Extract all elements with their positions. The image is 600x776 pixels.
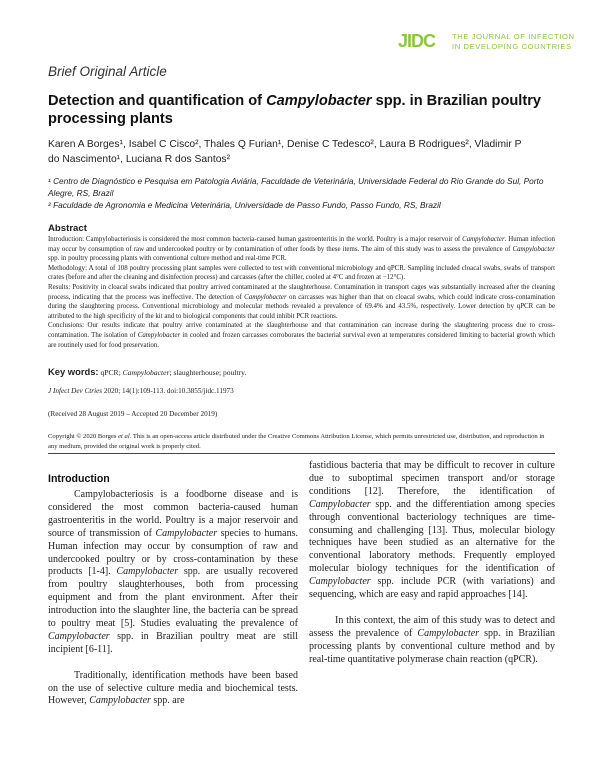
- body-column-right: [309, 460, 555, 679]
- authors-line2: do Nascimento¹, Luciana R dos Santos²: [48, 154, 231, 165]
- intro-paragraph-3: In this context, the aim of this study was to detect and assess the prevalence of Campylobacter spp. in Brazilian processing plants by conventional culture method and by real-time quantitative polymerase chain reaction (qPCR).: [309, 614, 555, 665]
- journal-name-line1: THE JOURNAL OF INFECTION: [452, 32, 575, 41]
- keywords: Key words: qPCR; Campylobacter; slaughterhouse; poultry.: [48, 366, 247, 377]
- citation: J Infect Dev Ctries 2020; 14(1):109-113. doi:10.3855/jidc.11973: [48, 387, 234, 395]
- affiliations: [48, 175, 558, 211]
- article-title: Detection and quantification of Campylobacter spp. in Brazilian poultry processing plants: [48, 93, 542, 127]
- copyright-notice: Copyright © 2020 Borges et al. This is an open-access article distributed under the Creative Commons Attribution License, which permits unrestricted use, distribution, and reproduction in any medium, provided the original work is properly cited.: [48, 433, 545, 450]
- affiliation-1: ¹ Centro de Diagnóstico e Pesquisa em Patologia Aviária, Faculdade de Veterinária, Universidade Federal do Rio Grande do Sul, Porto Alegre, RS, Brazil: [48, 176, 544, 198]
- abstract-heading: Abstract: [48, 223, 87, 234]
- abstract-body: [48, 235, 555, 350]
- body-column-left: [48, 489, 298, 721]
- jidc-logo-mark: JIDC: [398, 31, 436, 51]
- abstract-conclusions: Conclusions: Our results indicate that poultry arrive contaminated at the slaughterhouse and that contamination can increase during the slaughtering process due to cross-contamination. The isolation of Campylobacter in cooled and frozen carcasses corroborates the bacterial survival even at temperatures considered limiting to bacterial growth which are routinely used for food preservation.: [48, 322, 555, 349]
- abstract-methodology: Methodology: A total of 108 poultry processing plant samples were collected to test with conventional microbiology and qPCR. Sampling included cloacal swabs, swabs of transport crates (before and after the cleaning and disinfection process) and carcasses (after the chiller, cooled at 4°C and frozen at −12°C).: [48, 264, 555, 282]
- authors-line1: Karen A Borges¹, Isabel C Cisco², Thales Q Furian¹, Denise C Tedesco², Laura B Rodrigues², Vladimir P: [48, 139, 522, 150]
- author-list: [48, 137, 558, 167]
- introduction-heading: Introduction: [48, 473, 110, 485]
- intro-paragraph-1: Campylobacteriosis is a foodborne disease and is considered the most common bacteria-caused human gastroenteritis in the world. Poultry is a major reservoir and source of transmission of Campylobacter species to humans. Human infection may occur by consumption of raw and undercooked poultry or by cross-contamination by these products [1-4]. Campylobacter spp. are usually recovered from poultry slaughterhouses, both from processing equipment and from the plant environment. After their introduction into the slaughter line, the bacteria can be spread to poultry meat [5]. Studies evaluating the prevalence of Campylobacter spp. in Brazilian poultry meat are still incipient [6-11].: [48, 489, 298, 655]
- journal-name: [452, 32, 575, 52]
- journal-logo: [398, 30, 575, 56]
- abstract-results: Results: Positivity in cloacal swabs indicated that poultry arrived contaminated at the slaughterhouse. Contamination in transport cages was substantially increased after the cleaning process, indicating that the process was ineffective. The detection of Campylobacter on carcasses was higher than that on cloacal swabs, which could indicate cross-contamination during the slaughtering process. Conventional microbiology and molecular methods revealed a prevalence of 69.4% and 43.5%, respectively. Lower detection by qPCR can be attributed to the high specificity of the kit and to biological components that could inhibit PCR reactions.: [48, 283, 555, 320]
- section-divider: [48, 453, 555, 454]
- intro-paragraph-2-continued: fastidious bacteria that may be difficult to recover in culture due to suboptimal specimen transport and/or storage conditions [12]. Therefore, the identification of Campylobacter spp. and the differentiation among species through conventional bacteriology techniques are time-consuming and challenging [13]. Thus, molecular biology techniques have been studied as an alternative for the conventional laboratory methods. Frequently employed molecular biology techniques for the identification of Campylobacter spp. include PCR (with variations) and sequencing, which are easy and rapid approaches [14].: [309, 460, 555, 601]
- article-type: Brief Original Article: [48, 64, 167, 79]
- journal-name-line2: IN DEVELOPING COUNTRIES: [452, 42, 572, 51]
- abstract-introduction: Introduction: Campylobacteriosis is considered the most common bacteria-caused human gastroenteritis in the world. Poultry is a major reservoir of Campylobacter. Human infection may occur by consumption of raw and undercooked poultry or by contamination of other foods by these items. The aim of this study was to assess the prevalence of Campylobacter spp. in poultry processing plants with conventional culture method and real-time PCR.: [48, 236, 555, 263]
- intro-paragraph-2: Traditionally, identification methods have been based on the use of selective culture media and biochemical tests. However, Campylobacter spp. are: [48, 669, 298, 707]
- keywords-label: Key words:: [48, 366, 99, 377]
- affiliation-2: ² Faculdade de Agronomia e Medicina Veterinária, Universidade de Passo Fundo, Passo Fundo, RS, Brazil: [48, 200, 441, 210]
- received-dates: (Received 28 August 2019 – Accepted 20 December 2019): [48, 410, 218, 418]
